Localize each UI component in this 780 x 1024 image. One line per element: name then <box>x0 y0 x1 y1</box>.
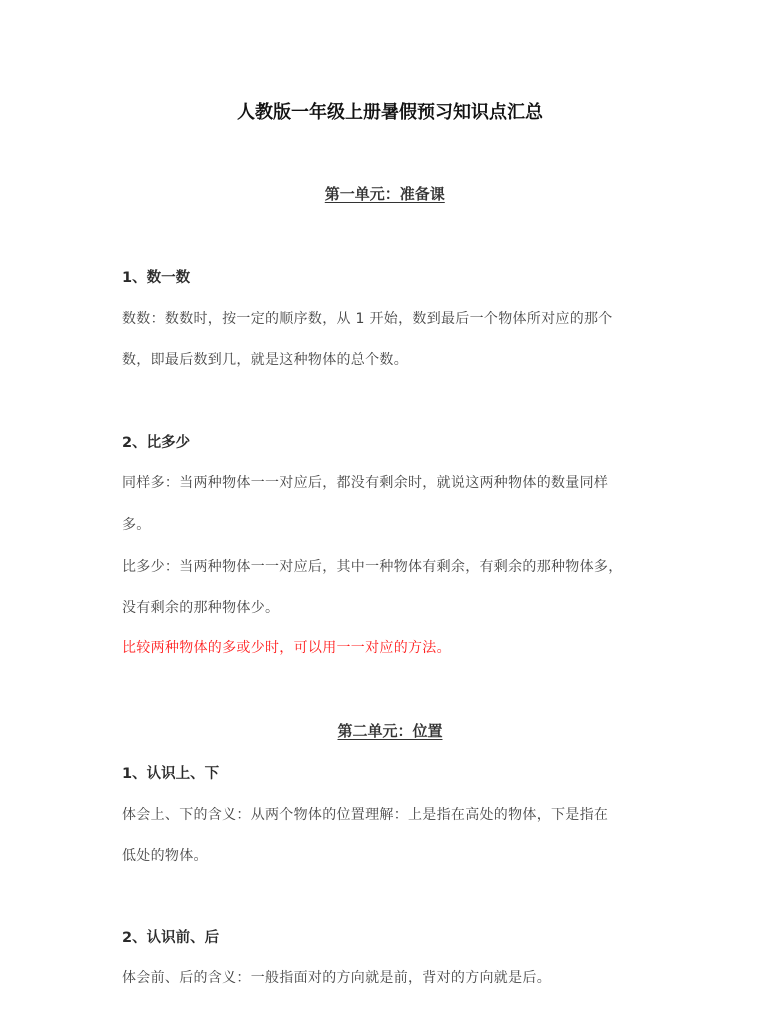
section-heading: 1、认识上、下 <box>122 766 220 782</box>
unit-1-title-text: 第一单元：准备课 <box>324 185 445 203</box>
unit-2-title-text: 第二单元：位置 <box>337 722 443 740</box>
paragraph-line: 低处的物体。 <box>122 848 208 864</box>
paragraph-line: 数数：数数时，按一定的顺序数，从 1 开始，数到最后一个物体所对应的那个 <box>122 311 613 327</box>
unit-2-title <box>0 720 780 741</box>
paragraph-line: 数，即最后数到几，就是这种物体的总个数。 <box>122 352 408 368</box>
paragraph-line: 没有剩余的那种物体少。 <box>122 600 280 616</box>
section-heading: 2、认识前、后 <box>122 930 220 946</box>
paragraph-line: 多。 <box>122 517 151 533</box>
document-title: 人教版一年级上册暑假预习知识点汇总 <box>237 102 543 123</box>
paragraph-line: 同样多：当两种物体一一对应后，都没有剩余时，就说这两种物体的数量同样 <box>122 475 609 491</box>
section-heading: 2、比多少 <box>122 435 191 451</box>
paragraph-line: 比多少：当两种物体一一对应后，其中一种物体有剩余，有剩余的那种物体多， <box>122 559 623 575</box>
paragraph-line: 体会前、后的含义：一般指面对的方向就是前，背对的方向就是后。 <box>122 970 551 986</box>
unit-1-title <box>0 183 780 204</box>
section-heading: 1、数一数 <box>122 270 191 286</box>
paragraph-line: 体会上、下的含义：从两个物体的位置理解：上是指在高处的物体，下是指在 <box>122 807 609 823</box>
highlight-note: 比较两种物体的多或少时，可以用一一对应的方法。 <box>122 640 451 656</box>
